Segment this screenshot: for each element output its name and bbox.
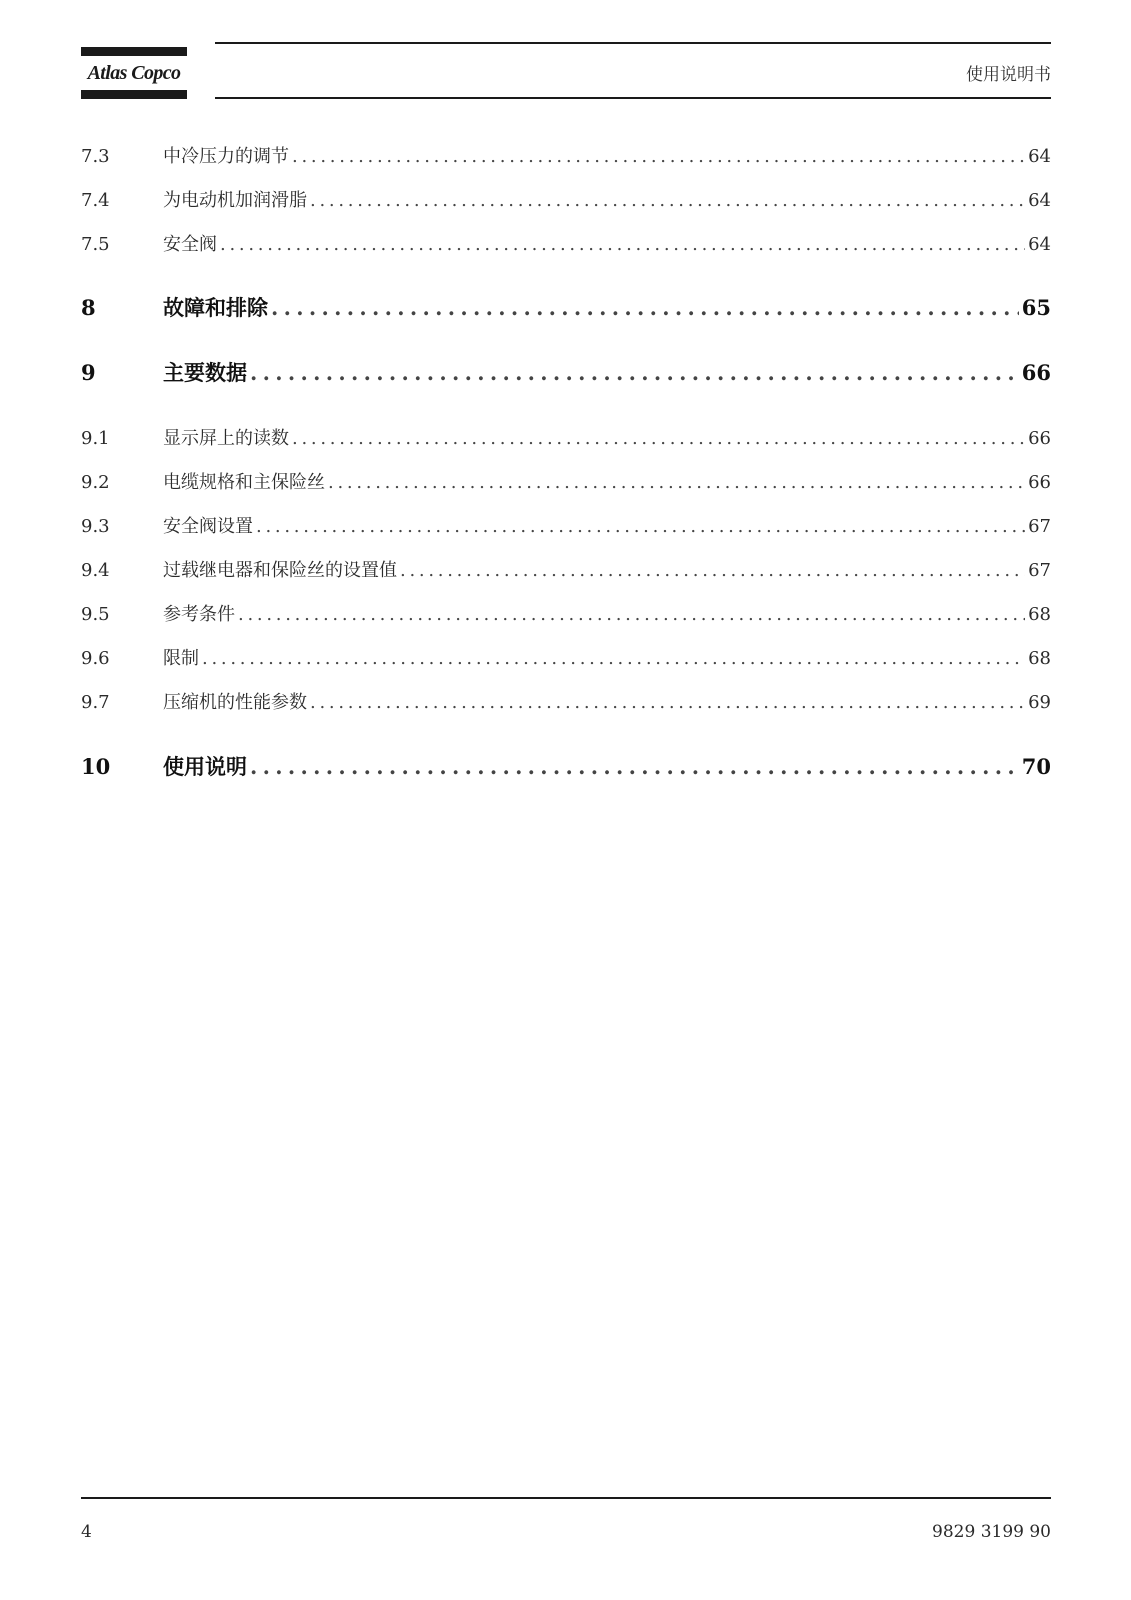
toc-entry-title: 显示屏上的读数: [163, 428, 289, 449]
toc-leader-dots: [328, 472, 1025, 493]
toc-entry-page: 64: [1028, 234, 1051, 255]
toc-entry[interactable]: [81, 230, 1051, 260]
toc-entry[interactable]: [81, 424, 1051, 454]
header-rule-top: [215, 42, 1051, 44]
toc-entry-number: 7.3: [81, 146, 110, 167]
toc-entry-title: 中冷压力的调节: [163, 146, 289, 167]
toc-leader-dots: [310, 692, 1025, 713]
toc-entry-title: 限制: [163, 648, 199, 669]
toc-entry-page: 68: [1028, 648, 1051, 669]
toc-chapter-number: 9: [81, 360, 96, 385]
toc-chapter-page: 66: [1021, 360, 1051, 385]
toc-entry-page: 66: [1028, 472, 1051, 493]
toc-leader-dots: [220, 234, 1025, 255]
toc-chapter-title: 主要数据: [163, 360, 247, 385]
toc-chapter-page: 65: [1021, 295, 1051, 320]
toc-entry[interactable]: [81, 142, 1051, 172]
atlas-copco-logo: [81, 47, 187, 99]
document-number: 9829 3199 90: [932, 1522, 1051, 1542]
toc-entry-title: 压缩机的性能参数: [163, 692, 307, 713]
toc-entry-page: 66: [1028, 428, 1051, 449]
toc-leader-dots: [310, 190, 1025, 211]
toc-entry-page: 64: [1028, 146, 1051, 167]
toc-chapter-title: 故障和排除: [163, 295, 268, 320]
toc-leader-dots: [202, 648, 1025, 669]
toc-leader-dots: [256, 516, 1025, 537]
toc-entry[interactable]: [81, 186, 1051, 216]
toc-chapter[interactable]: [81, 357, 1051, 391]
toc-entry-title: 安全阀设置: [163, 516, 253, 537]
logo-bar-bottom: [81, 90, 187, 99]
toc-entry-title: 电缆规格和主保险丝: [163, 472, 325, 493]
toc-entry-title: 为电动机加润滑脂: [163, 190, 307, 211]
toc-entry-page: 64: [1028, 190, 1051, 211]
toc-entry[interactable]: [81, 468, 1051, 498]
toc-entry-title: 安全阀: [163, 234, 217, 255]
toc-leader-dots: [292, 146, 1025, 167]
toc-chapter[interactable]: [81, 751, 1051, 785]
toc-chapter-title: 使用说明: [163, 754, 247, 779]
toc-entry-page: 68: [1028, 604, 1051, 625]
footer-rule: [81, 1497, 1051, 1499]
toc-entry-number: 9.6: [81, 648, 110, 669]
toc-entry[interactable]: [81, 688, 1051, 718]
toc-entry[interactable]: [81, 644, 1051, 674]
toc-leader-dots: [238, 604, 1025, 625]
toc-entry-number: 9.7: [81, 692, 110, 713]
toc-entry-page: 67: [1028, 516, 1051, 537]
toc-entry-title: 参考条件: [163, 604, 235, 625]
toc-entry-number: 7.5: [81, 234, 110, 255]
page-number: 4: [81, 1522, 92, 1542]
toc-entry-title: 过载继电器和保险丝的设置值: [163, 560, 397, 581]
toc-chapter[interactable]: [81, 292, 1051, 326]
toc-leader-dots: [250, 360, 1019, 385]
toc-chapter-number: 10: [81, 754, 111, 779]
toc-leader-dots: [250, 754, 1019, 779]
toc-entry[interactable]: [81, 600, 1051, 630]
toc-entry-page: 67: [1028, 560, 1051, 581]
toc-entry-number: 9.2: [81, 472, 110, 493]
toc-entry[interactable]: [81, 512, 1051, 542]
toc-entry-number: 9.4: [81, 560, 110, 581]
header-rule-bottom: [215, 97, 1051, 99]
toc-entry-number: 7.4: [81, 190, 110, 211]
document-type: 使用说明书: [966, 65, 1051, 85]
logo-bar-top: [81, 47, 187, 56]
toc-entry-number: 9.1: [81, 428, 110, 449]
toc-entry[interactable]: [81, 556, 1051, 586]
logo-wordmark: Atlas Copco: [87, 62, 181, 84]
toc-chapter-page: 70: [1021, 754, 1051, 779]
toc-leader-dots: [292, 428, 1025, 449]
toc-leader-dots: [400, 560, 1025, 581]
toc-leader-dots: [271, 295, 1019, 320]
toc-entry-page: 69: [1028, 692, 1051, 713]
toc-chapter-number: 8: [81, 295, 96, 320]
toc-entry-number: 9.5: [81, 604, 110, 625]
toc-entry-number: 9.3: [81, 516, 110, 537]
